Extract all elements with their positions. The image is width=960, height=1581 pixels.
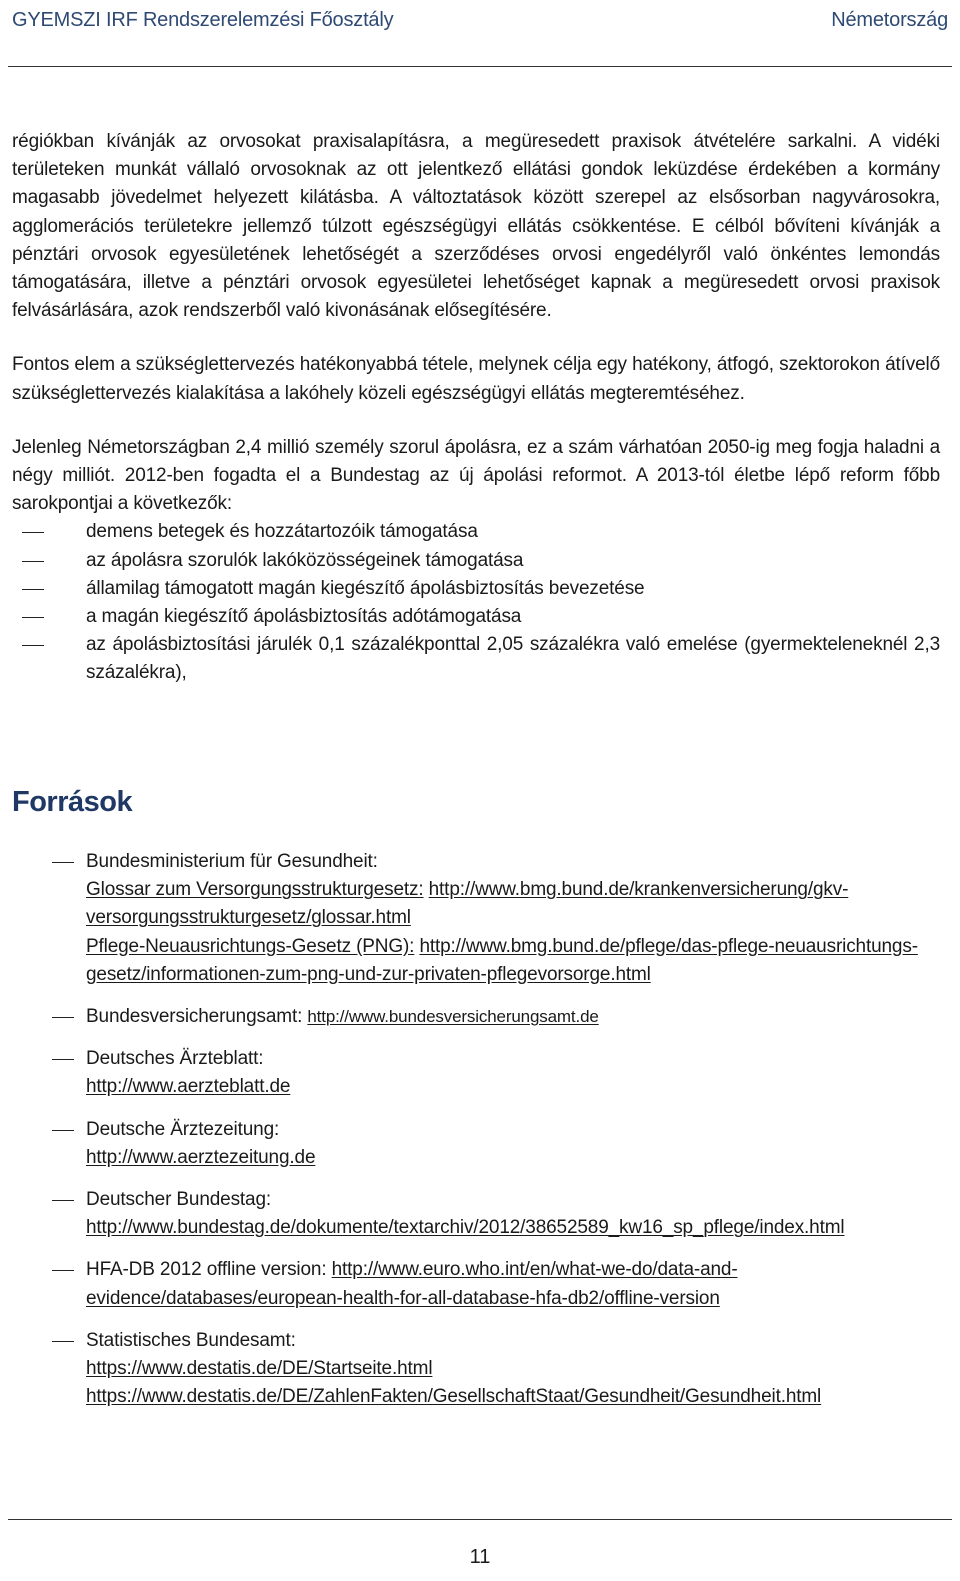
source-title: Bundesversicherungsamt: — [86, 1006, 303, 1028]
page-number: 11 — [469, 1546, 491, 1568]
header-divider — [8, 66, 952, 67]
source-link[interactable]: http://www.bundestag.de/dokumente/textarchiv/2012/38652589_kw16_sp_pflege/index.html — [86, 1217, 845, 1239]
source-label: Glossar zum Versorgungsstrukturgesetz: — [86, 879, 424, 901]
source-title: Deutsche Ärztezeitung: — [86, 1118, 280, 1140]
source-title: Statistisches Bundesamt: — [86, 1329, 296, 1351]
source-title: Bundesministerium für Gesundheit: — [86, 851, 378, 872]
source-item — [12, 1256, 940, 1312]
paragraph-1: régiókban kívánják az orvosokat praxisalapításra, a megüresedett praxisok átvételére sarkalni. A vidéki területeken munkát vállaló orvosoknak az ott jelentkező ellátási gondok leküzdése érdekében a kormány magasabb jövedelmet helyezett kilátásba. A változtatások között szerepel az elsősorban nagyvárosokra, agglomerációs területekre jellemző túlzott egészségügyi ellátás csökkentése. E célból bővíteni kívánják a pénztári orvosok egyesületének lehetőségét a szerződéses orvosi engedélyről való önkéntes lemondás támogatására, illetve a pénztári orvosok egyesületei lehetőséget kapnak a megüresedett orvosi praxisok felvásárlására, azok rendszerből való kivonásának elősegítésére. — [12, 131, 940, 322]
list-item: az ápolásra szorulók lakóközösségeinek támogatása — [12, 547, 940, 575]
source-title: Deutsches Ärzteblatt: — [86, 1048, 264, 1070]
source-link[interactable]: http://www.aerzteblatt.de — [86, 1076, 291, 1098]
source-link[interactable]: https://www.destatis.de/DE/Startseite.html — [86, 1358, 433, 1380]
header-organization: GYEMSZI IRF Rendszerelemzési Főosztály — [12, 8, 394, 31]
source-item — [12, 848, 940, 989]
paragraph-3: Jelenleg Németországban 2,4 millió személy szorul ápolásra, ez a szám várhatóan 2050-ig meg fogja haladni a négy milliót. 2012-ben fogadta el a Bundestag az új ápolási reformot. A 2013-tól életbe lépő reform főbb sarokpontjai a következők: — [12, 436, 940, 515]
source-title: HFA-DB 2012 offline version: — [86, 1259, 327, 1281]
source-title: Deutscher Bundestag: — [86, 1189, 272, 1211]
source-link[interactable]: http://www.bundesversicherungsamt.de — [307, 1007, 599, 1027]
source-item — [12, 1327, 940, 1412]
list-item: a magán kiegészítő ápolásbiztosítás adótámogatása — [12, 603, 940, 631]
source-item — [12, 1045, 940, 1101]
sources-heading: Források — [12, 786, 133, 818]
source-label: Pflege-Neuausrichtungs-Gesetz (PNG): — [86, 935, 415, 957]
source-link[interactable]: http://www.bmg.bund.de/krankenversicherung/gkv-versorgungsstrukturgesetz/glossar.html — [86, 879, 849, 929]
paragraph-2: Fontos elem a szükséglettervezés hatékonyabbá tétele, melynek célja egy hatékony, átfogó, szektorokon átívelő szükséglettervezés kialakítása a lakóhely közeli egészségügyi ellátás megteremtéséhez. — [12, 354, 940, 404]
source-link[interactable]: http://www.euro.who.int/en/what-we-do/data-and-evidence/databases/european-health-for-all-database-hfa-db2/offline-version — [86, 1259, 738, 1309]
source-link[interactable]: http://www.bmg.bund.de/pflege/das-pflege-neuausrichtungs-gesetz/informationen-zum-png-und-zur-privaten-pflegevorsorge.html — [86, 935, 918, 985]
header-country: Németország — [831, 8, 948, 31]
source-link[interactable]: http://www.aerztezeitung.de — [86, 1146, 316, 1168]
list-item: államilag támogatott magán kiegészítő ápolásbiztosítás bevezetése — [12, 575, 940, 603]
sources-list — [12, 848, 940, 1425]
reform-list — [12, 518, 940, 687]
source-item — [12, 1116, 940, 1172]
page-header — [12, 0, 948, 40]
list-item: az ápolásbiztosítási járulék 0,1 százalékponttal 2,05 százalékra való emelése (gyermekteleneknél 2,3 százalékra), — [12, 631, 940, 687]
source-item — [12, 1186, 940, 1242]
source-item — [12, 1003, 940, 1031]
list-item: demens betegek és hozzátartozóik támogatása — [12, 518, 940, 546]
footer-divider — [8, 1519, 952, 1520]
source-link[interactable]: https://www.destatis.de/DE/ZahlenFakten/GesellschaftStaat/Gesundheit/Gesundheit.html — [86, 1386, 822, 1408]
body-text — [12, 128, 940, 688]
